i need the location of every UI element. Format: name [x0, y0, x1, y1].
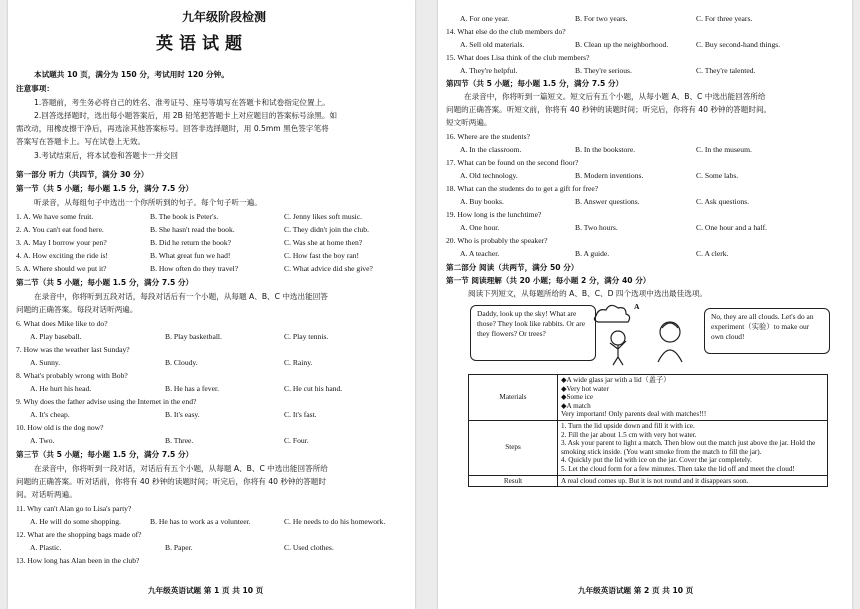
q7-option-a: A. Sunny.: [30, 358, 61, 367]
q4-option-c: C. How fast the boy ran!: [284, 251, 360, 260]
notice-line: 需改动，用橡皮擦干净后，再选涂其他答案标号。回答非选择题时，用 0.5mm 黑色签字笔将: [16, 124, 329, 133]
q6-question: 6. What does Mike like to do?: [16, 319, 108, 328]
q17-option-c: C. Some labs.: [696, 171, 739, 180]
q12-option-c: C. Used clothes.: [284, 543, 334, 552]
q9-option-a: A. It's cheap.: [30, 410, 70, 419]
q2-option-b: B. She hasn't read the book.: [150, 225, 235, 234]
q8-option-b: B. He has a fever.: [165, 384, 219, 393]
q8-option-c: C. He cut his hand.: [284, 384, 343, 393]
q7-option-b: B. Cloudy.: [165, 358, 198, 367]
q8-question: 8. What's probably wrong with Bob?: [16, 371, 128, 380]
speech-bubble-father: No, they are all clouds. Let's do an experiment（实验）to make our own cloud!: [704, 308, 830, 354]
material-warning: Very important! Only parents deal with matches!!!: [561, 410, 707, 419]
section4-instructions: 在录音中，你将听到一篇短文。短文后有五个小题，从每小题 A、B、C 中选出能回答所给: [464, 92, 766, 101]
q18-option-b: B. Answer questions.: [575, 197, 640, 206]
steps-cell: [558, 420, 828, 475]
q20-option-b: B. A guide.: [575, 249, 610, 258]
q20-option-c: C. A clerk.: [696, 249, 729, 258]
q10-option-c: C. Four.: [284, 436, 309, 445]
materials-row: [469, 375, 828, 421]
q12-option-a: A. Plastic.: [30, 543, 62, 552]
step-item: 2. Fill the jar about 1.5 cm with very hot water.: [561, 430, 697, 439]
q19-option-c: C. One hour and a half.: [696, 223, 768, 232]
q11-option-b: B. He has to work as a volunteer.: [150, 517, 251, 526]
step-item: 5. Let the cloud form for a few minutes. Then take the lid off and meet the cloud!: [561, 464, 795, 473]
part1-title: 第一部分 听力（共四节，满分 30 分）: [16, 170, 149, 179]
page-footer: 九年级英语试题 第 2 页 共 10 页: [578, 586, 694, 595]
section1-title: 第一节（共 5 小题；每小题 1.5 分，满分 7.5 分）: [16, 184, 194, 193]
q12-question: 12. What are the shopping bags made of?: [16, 530, 142, 539]
section2-instructions: 问题的正确答案。每段对话听两遍。: [16, 305, 138, 314]
q18-option-a: A. Buy books.: [460, 197, 504, 206]
exam-intro: 本试题共 10 页，满分为 150 分，考试用时 120 分钟。: [34, 70, 229, 79]
q14-option-b: B. Clean up the neighborhood.: [575, 40, 669, 49]
q10-option-a: A. Two.: [30, 436, 55, 445]
section4-instructions: 问题的正确答案。听短文前，你将有 40 秒钟的读题时间；听完后，你将有 40 秒钟的答题时间。: [446, 105, 772, 114]
q15-option-b: B. They're serious.: [575, 66, 632, 75]
experiment-table: [468, 374, 828, 487]
section3-title: 第三节（共 5 小题；每小题 1.5 分，满分 7.5 分）: [16, 450, 194, 459]
q1-option-b: B. The book is Peter's.: [150, 212, 219, 221]
result-label: Result: [469, 475, 558, 487]
materials-cell: [558, 375, 828, 421]
section3-instructions: 间。对话听两遍。: [16, 490, 77, 499]
exam-page-2: [438, 0, 852, 609]
q3-option-a: 3. A. May I borrow your pen?: [16, 238, 107, 247]
q20-option-a: A. A teacher.: [460, 249, 500, 258]
q13-option-b: B. For two years.: [575, 14, 628, 23]
q17-question: 17. What can be found on the second floor?: [446, 158, 579, 167]
father-figure-icon: [658, 322, 682, 362]
notice-label: 注意事项：: [16, 84, 54, 93]
section1-instructions: 听录音，从每组句子中选出一个你所听到的句子。每个句子听一遍。: [34, 198, 262, 207]
q20-question: 20. Who is probably the speaker?: [446, 236, 548, 245]
q14-option-a: A. Sell old materials.: [460, 40, 525, 49]
step-item: 1. Turn the lid upside down and fill it with ice.: [561, 421, 695, 430]
q3-option-b: B. Did he return the book?: [150, 238, 231, 247]
q16-option-a: A. In the classroom.: [460, 145, 522, 154]
passage-label: A: [634, 302, 640, 311]
section3-instructions: 在录音中，你将听到一段对话，对话后有五个小题，从每题 A、B、C 中选出能回答所给: [34, 464, 328, 473]
notice-line: 3.考试结束后，将本试卷和答题卡一并交回: [34, 151, 178, 160]
q15-option-a: A. They're helpful.: [460, 66, 518, 75]
q6-option-a: A. Play baseball.: [30, 332, 82, 341]
q11-option-a: A. He will do some shopping.: [30, 517, 121, 526]
notice-line: 1.答题前，考生务必将自己的姓名、准考证号、座号等填写在答题卡和试卷指定位置上。: [34, 98, 330, 107]
q6-option-c: C. Play tennis.: [284, 332, 329, 341]
material-item: ◆Very hot water: [561, 384, 609, 393]
step-item: 4. Quickly put the lid with ice on the jar. Cover the jar completely.: [561, 456, 752, 465]
q1-option-a: 1. A. We have some fruit.: [16, 212, 94, 221]
q4-option-b: B. What great fun we had!: [150, 251, 231, 260]
q19-question: 19. How long is the lunchtime?: [446, 210, 542, 219]
q16-option-c: C. In the museum.: [696, 145, 752, 154]
q6-option-b: B. Play basketball.: [165, 332, 222, 341]
q9-question: 9. Why does the father advise using the Internet in the end?: [16, 397, 197, 406]
steps-row: [469, 420, 828, 475]
q2-option-a: 2. A. You can't eat food here.: [16, 225, 104, 234]
header-title: 九年级阶段检测: [182, 10, 267, 24]
q16-question: 16. Where are the students?: [446, 132, 530, 141]
q19-option-a: A. One hour.: [460, 223, 500, 232]
q9-option-b: B. It's easy.: [165, 410, 200, 419]
q2-option-c: C. They didn't join the club.: [284, 225, 369, 234]
section4-title: 第四节（共 5 小题；每小题 1.5 分，满分 7.5 分）: [446, 79, 624, 88]
material-item: ◆A match: [561, 401, 591, 410]
section2-title: 第二节（共 5 小题；每小题 1.5 分，满分 7.5 分）: [16, 278, 194, 287]
q15-question: 15. What does Lisa think of the club members?: [446, 53, 590, 62]
q16-option-b: B. In the bookstore.: [575, 145, 636, 154]
q5-option-a: 5. A. Where should we put it?: [16, 264, 107, 273]
q10-question: 10. How old is the dog now?: [16, 423, 104, 432]
q14-option-c: C. Buy second-hand things.: [696, 40, 781, 49]
q19-option-b: B. Two hours.: [575, 223, 618, 232]
q9-option-c: C. It's fast.: [284, 410, 317, 419]
q5-option-b: B. How often do they travel?: [150, 264, 239, 273]
cloud-icon: [594, 305, 629, 322]
q11-question: 11. Why can't Alan go to Lisa's party?: [16, 504, 132, 513]
material-item: ◆Some ice: [561, 393, 594, 402]
q18-option-c: C. Ask questions.: [696, 197, 750, 206]
part2-title: 第二部分 阅读（共两节，满分 50 分）: [446, 263, 579, 272]
q1-option-c: C. Jenny likes soft music.: [284, 212, 363, 221]
q4-option-a: 4. A. How exciting the ride is!: [16, 251, 108, 260]
q7-question: 7. How was the weather last Sunday?: [16, 345, 130, 354]
steps-label: Steps: [469, 420, 558, 475]
materials-label: Materials: [469, 375, 558, 421]
q11-option-c: C. He needs to do his homework.: [284, 517, 386, 526]
q8-option-a: A. He hurt his head.: [30, 384, 92, 393]
step-item: 3. Ask your parent to light a match. Then blow out the match just above the jar. Hold the smoking stick inside. (You want smoke from the match to fill the jar).: [561, 439, 816, 456]
result-row: [469, 475, 828, 487]
page-footer: 九年级英语试题 第 1 页 共 10 页: [148, 586, 264, 595]
q17-option-a: A. Old technology.: [460, 171, 518, 180]
result-cell: A real cloud comes up. But it is not round and it disappears soon.: [558, 475, 828, 487]
child-figure-icon: [610, 331, 626, 365]
reading-section1-title: 第一节 阅读理解（共 20 小题；每小题 2 分，满分 40 分）: [446, 276, 651, 285]
q3-option-c: C. Was she at home then?: [284, 238, 363, 247]
section3-instructions: 问题的正确答案。听对话前，你将有 40 秒钟的读题时间；听完后，你将有 40 秒钟的答题时: [16, 477, 326, 486]
q13-option-a: A. For one year.: [460, 14, 510, 23]
q7-option-c: C. Rainy.: [284, 358, 313, 367]
notice-line: 2.回答选择题时，选出每小题答案后，用 2B 铅笔把答题卡上对应题目的答案标号涂黑。如: [34, 111, 338, 120]
q14-question: 14. What else do the club members do?: [446, 27, 566, 36]
material-item: ◆A wide glass jar with a lid（盖子）: [561, 376, 671, 384]
section4-instructions: 短文听两遍。: [446, 118, 492, 127]
q17-option-b: B. Modern inventions.: [575, 171, 644, 180]
cartoon-illustration: [588, 302, 698, 366]
exam-page-1: [8, 0, 415, 609]
notice-line: 答案写在答题卡上。写在试卷上无效。: [16, 137, 146, 146]
main-title: 英语试题: [156, 34, 248, 54]
reading-instructions: 阅读下列短文，从每题所给的 A、B、C、D 四个选项中选出最佳选项。: [468, 289, 708, 298]
q10-option-b: B. Three.: [165, 436, 194, 445]
q18-question: 18. What can the students do to get a gift for free?: [446, 184, 599, 193]
section2-instructions: 在录音中，你将听到五段对话，每段对话后有一个小题，从每题 A、B、C 中选出能回答: [34, 292, 328, 301]
q12-option-b: B. Paper.: [165, 543, 193, 552]
q13-question: 13. How long has Alan been in the club?: [16, 556, 140, 565]
q15-option-c: C. They're talented.: [696, 66, 756, 75]
q13-option-c: C. For three years.: [696, 14, 753, 23]
speech-bubble-child: Daddy, look up the sky! What are those? They look like rabbits. Or are they flowers? Or trees?: [470, 305, 596, 361]
q5-option-c: C. What advice did she give?: [284, 264, 373, 273]
